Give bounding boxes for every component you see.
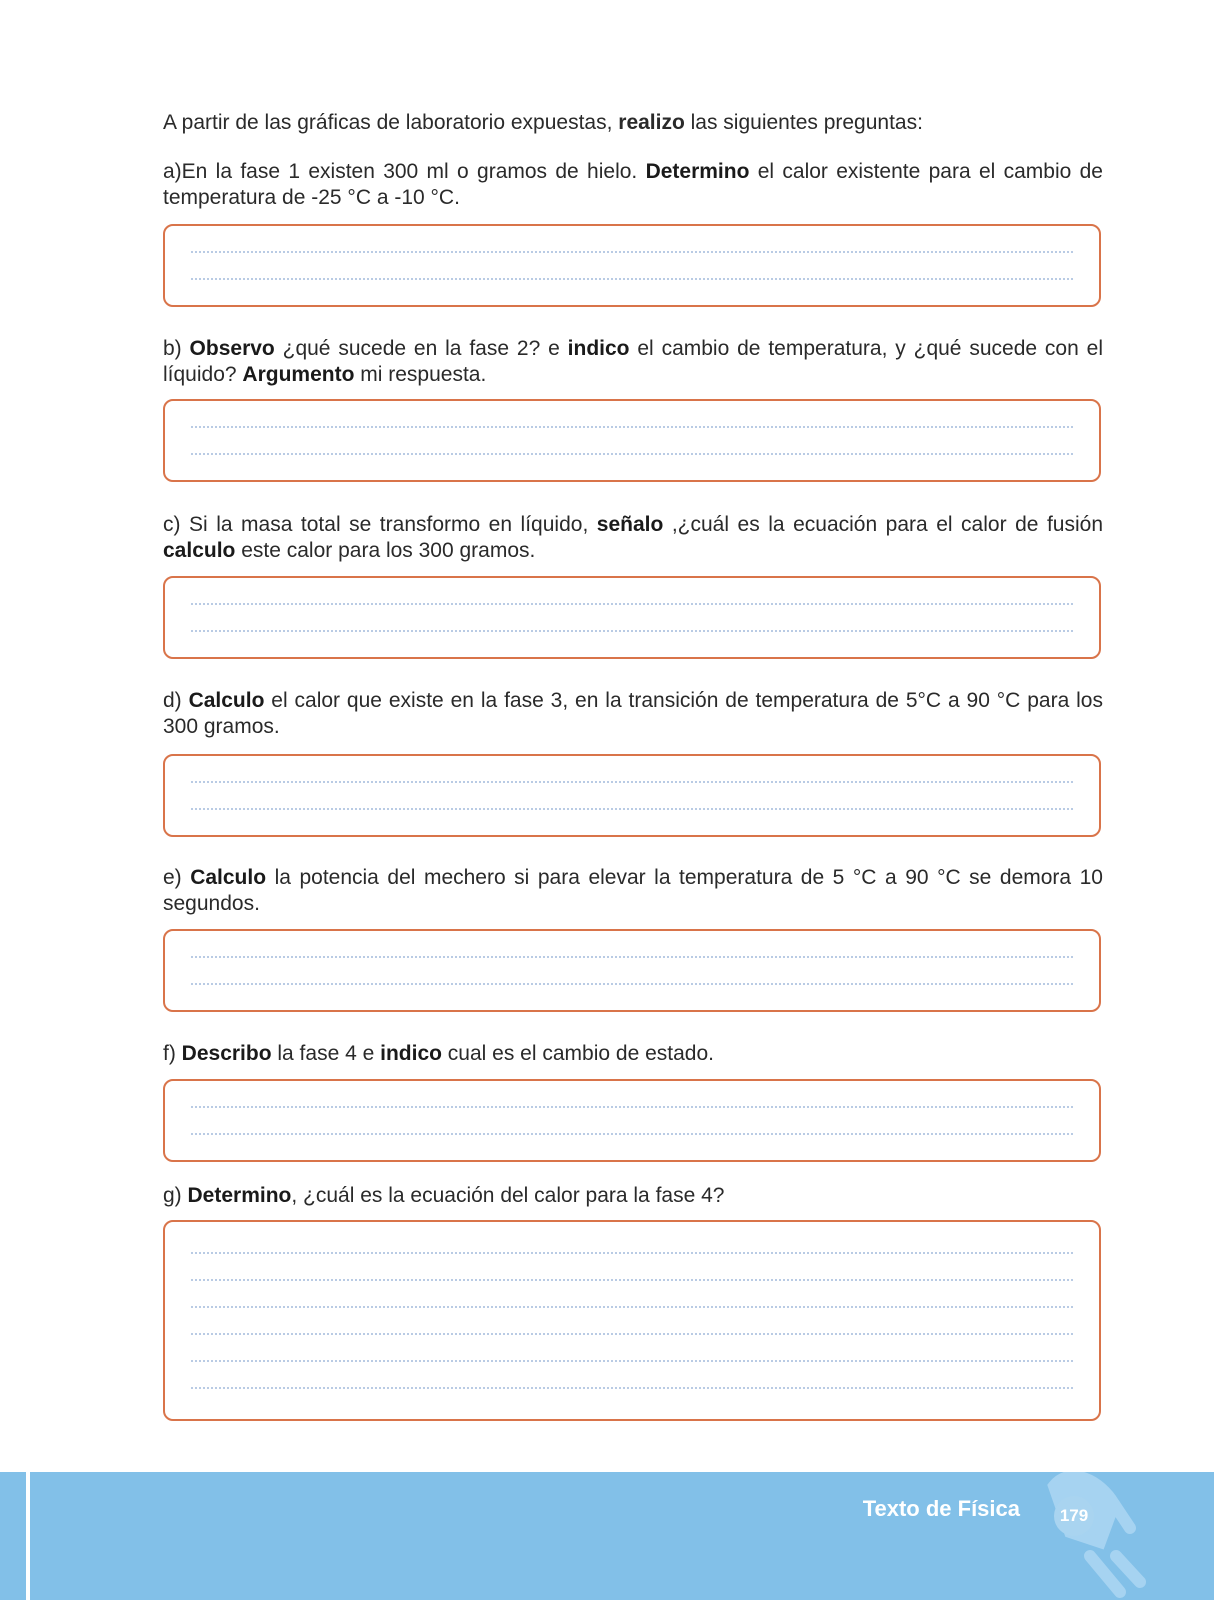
question-f: f) Describo la fase 4 e indico cual es el cambio de estado. [163,1042,714,1065]
intro-text: A partir de las gráficas de laboratorio expuestas, realizo las siguientes preguntas: [163,111,923,134]
question-e: e) Calculo la potencia del mechero si para elevar la temperatura de 5 °C a 90 °C se demora 10 segundos. [163,866,1103,915]
answer-line [191,1333,1073,1335]
question-g: g) Determino, ¿cuál es la ecuación del calor para la fase 4? [163,1184,725,1207]
answer-line [191,1133,1073,1135]
answer-line [191,781,1073,783]
answer-box-g[interactable] [163,1220,1101,1421]
answer-box-c[interactable] [163,576,1101,659]
rocket-icon [1030,1472,1214,1600]
answer-line [191,453,1073,455]
answer-line [191,1306,1073,1308]
answer-line [191,1279,1073,1281]
answer-box-b[interactable] [163,399,1101,482]
answer-line [191,1387,1073,1389]
answer-line [191,426,1073,428]
answer-line [191,1360,1073,1362]
answer-box-e[interactable] [163,929,1101,1012]
page-number: 179 [1054,1496,1094,1536]
answer-line [191,808,1073,810]
answer-line [191,1106,1073,1108]
answer-box-a[interactable] [163,224,1101,307]
answer-line [191,983,1073,985]
answer-line [191,630,1073,632]
answer-line [191,603,1073,605]
question-c: c) Si la masa total se transformo en líquido, señalo ,¿cuál es la ecuación para el calor de fusión calculo este calor para los 300 gramos. [163,513,1104,562]
page-footer [0,1472,1214,1600]
question-d: d) Calculo el calor que existe en la fase 3, en la transición de temperatura de 5°C a 90 °C para los 300 gramos. [163,689,1103,738]
answer-line [191,251,1073,253]
answer-box-d[interactable] [163,754,1101,837]
footer-divider [26,1472,30,1600]
question-a: a)En la fase 1 existen 300 ml o gramos de hielo. Determino el calor existente para el cambio de temperatura de -25 °C a -10 °C. [163,160,1103,209]
answer-box-f[interactable] [163,1079,1101,1162]
answer-line [191,278,1073,280]
answer-line [191,956,1073,958]
question-b: b) Observo ¿qué sucede en la fase 2? e indico el cambio de temperatura, y ¿qué sucede con el líquido? Argumento mi respuesta. [163,337,1103,386]
answer-line [191,1252,1073,1254]
footer-title: Texto de Física [862,1496,1020,1521]
